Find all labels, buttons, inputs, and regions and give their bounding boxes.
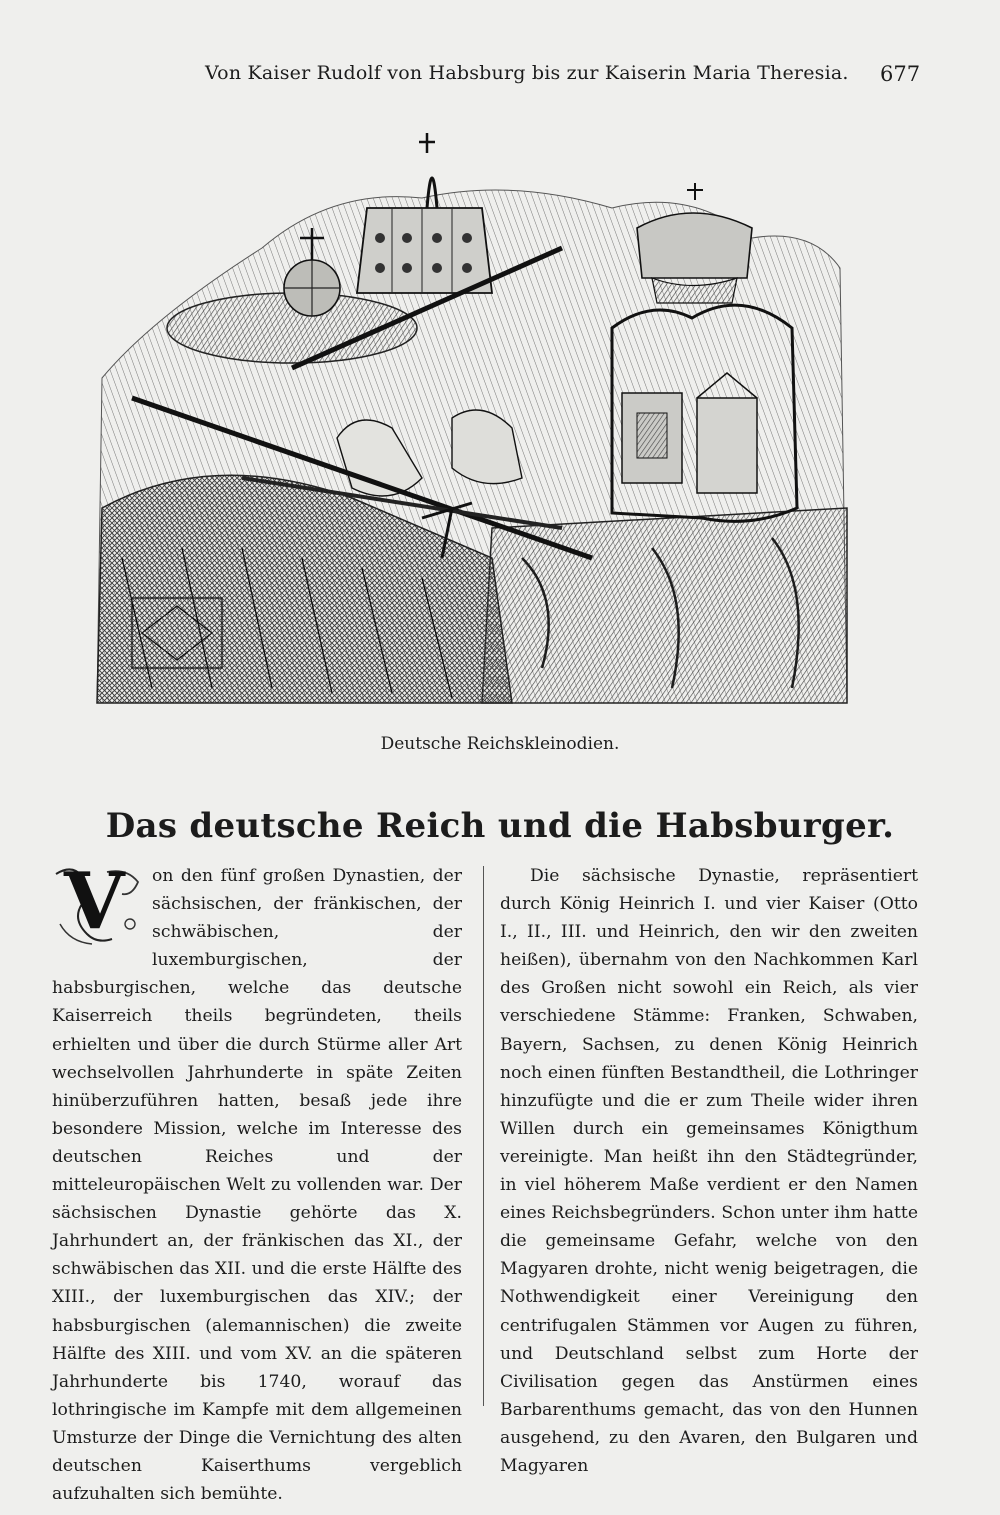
engraving-illustration xyxy=(92,128,852,708)
left-column-paragraph: on den fünf großen Dynastien, der sächsischen, der fränkischen, der schwäbischen, der luxemburgischen, der habsburgischen, welche das deutsche Kaiserreich theils begründeten, theils erhielten und über die durch Stürme aller Art wechselvollen Jahrhunderte in späte Zeiten hinüberzuführen hatten, besaß jede ihre besondere Mission, welche im Interesse des deutschen Reiches und der mitteleuropäischen Welt zu vollenden war. Der sächsischen Dynastie gehörte das X. Jahrhundert an, der fränkischen das XI., der schwäbischen das XII. und die erste Hälfte des XIII., der luxemburgischen das XIV.; der habsburgischen (alemannischen) die zweite Hälfte des XIII. und vom XV. an die späteren Jahrhunderte bis 1740, worauf das lothringische im Kampfe mit dem allgemeinen Umsturze der Dinge die Vernichtung des alten deutschen Kaiserthums vergeblich aufzuhalten sich bemühte. xyxy=(52,866,462,1505)
running-head: Von Kaiser Rudolf von Habsburg bis zur Kaiserin Maria Theresia. xyxy=(205,62,849,84)
left-column xyxy=(52,856,462,1508)
regalia-engraving xyxy=(92,128,852,708)
reliquary-right xyxy=(697,398,757,493)
figure-caption: Deutsche Reichskleinodien. xyxy=(380,734,620,754)
decorative-initial xyxy=(52,856,144,948)
right-column xyxy=(500,862,918,1480)
column-divider xyxy=(483,866,484,1406)
dropcap-letter: V xyxy=(64,856,125,947)
second-crown xyxy=(637,183,752,303)
imperial-crown xyxy=(357,133,492,293)
right-column-paragraph: Die sächsische Dynastie, repräsentiert durch König Heinrich I. und vier Kaiser (Otto I., II., III. und Heinrich, den wir den zweiten heißen), übernahm von den Nachkommen Karl des Großen nicht sowohl ein Reich, als vier verschiedene Stämme: Franken, Schwaben, Bayern, Sachsen, zu denen König Heinrich noch einen fünften Bestandtheil, die Lothringer hinzufügte und die er zum Theile wider ihren Willen durch ein gemeinsames Königthum vereinigte. Man heißt ihn den Städtegründer, in viel höherem Maße verdient er den Namen eines Reichsbegründers. Schon unter ihm hatte die gemeinsame Gefahr, welche von den Magyaren drohte, nicht wenig beigetragen, die Nothwendigkeit einer Vereinigung den centrifugalen Stämmen vor Augen zu führen, und Deutschland selbst zum Horte der Civilisation gegen das Anstürmen eines Barbarenthums gemacht, das von den Hunnen ausgehend, zu den Avaren, den Bulgaren und Magyaren xyxy=(500,866,918,1476)
page-number: 677 xyxy=(880,62,921,86)
section-title: Das deutsche Reich und die Habsburger. xyxy=(105,806,895,846)
